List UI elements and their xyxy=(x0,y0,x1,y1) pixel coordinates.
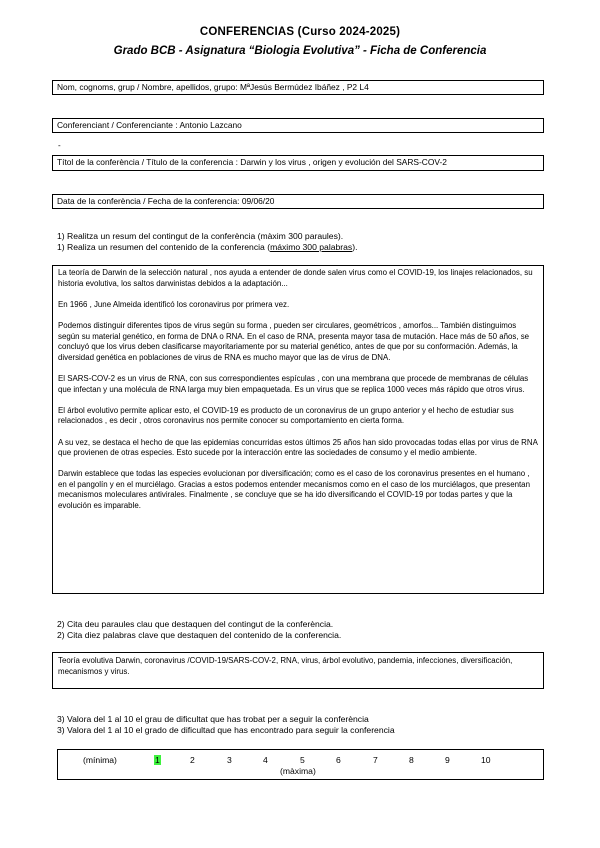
summary-paragraph: La teoría de Darwin de la selección natural , nos ayuda a entender de donde salen virus como el COVID-19, los linajes relacionados, su historia evolutiva, los saltos darwinistas debidos a la adaptación... xyxy=(58,268,533,288)
summary-box[interactable] xyxy=(52,265,544,594)
summary-paragraph: Darwin establece que todas las especies evolucionan por diversificación; como es el caso de los coronavirus presentes en el humano , en el pangolín y en el murciélago. Gracias a estos podemos entender mecanismos como en el caso de los murciélagos, que presentan mecanismos moleculares antivirales. Finalmente , se concluye que se ha ido diversificando el COVID-19 por todas partes y que la evolución es imparable. xyxy=(58,469,530,511)
name-field[interactable]: Nom, cognoms, grup / Nombre, apellidos, grupo: MªJesús Bermúdez Ibáñez , P2 L4 xyxy=(52,80,544,95)
scale-option[interactable]: 3 xyxy=(227,755,232,765)
conference-title-field[interactable]: Títol de la conferència / Título de la conferencia : Darwin y los virus , origen y evolución del SARS-COV-2 xyxy=(52,155,544,171)
question-2-ca: 2) Cita deu paraules clau que destaquen del contingut de la conferència. xyxy=(57,619,334,629)
scale-option[interactable]: 10 xyxy=(481,755,491,765)
summary-paragraph: Podemos distinguir diferentes tipos de virus según su forma , pueden ser circulares, geométricos , amorfos... También distinguimos según su material genético, en forma de DNA o RNA. En el caso de RNA, presenta mayor tasa de mutación. Hace más de 50 años, se concluyó que los virus deben clasificarse mayoritariamente por su material genético, antes de que por su conformación. Además, la diversidad genética en poblaciones de virus de RNA es mucho mayor que las de virus de DNA. xyxy=(58,320,530,362)
scale-option[interactable]: 6 xyxy=(336,755,341,765)
scale-option[interactable]: 4 xyxy=(263,755,268,765)
scale-option[interactable]: 8 xyxy=(409,755,414,765)
date-field[interactable]: Data de la conferència / Fecha de la conferencia: 09/06/20 xyxy=(52,194,544,209)
page-title: CONFERENCIAS (Curso 2024-2025) xyxy=(199,26,401,38)
question-3-ca: 3) Valora del 1 al 10 el grau de dificultat que has trobat per a seguir la conferència xyxy=(57,714,369,724)
summary-paragraph: En 1966 , June Almeida identificó los coronavirus por primera vez. xyxy=(58,299,290,309)
question-3-es: 3) Valora del 1 al 10 el grado de dificultad que has encontrado para seguir la conferencia xyxy=(57,725,395,735)
scale-option[interactable]: 9 xyxy=(445,755,450,765)
difficulty-scale[interactable] xyxy=(57,749,544,780)
scale-option[interactable]: 7 xyxy=(373,755,378,765)
page-subtitle: Grado BCB - Asignatura “Biologia Evolutiva” - Ficha de Conferencia xyxy=(113,45,487,57)
question-1-ca: 1) Realitza un resum del contingut de la conferència (màxim 300 paraules). xyxy=(57,231,344,241)
summary-paragraph: El SARS-COV-2 es un virus de RNA, con sus correspondientes espículas , con una membrana que procede de membranas de células que infectan y una molécula de RNA larga muy bien empaquetada. Es un virus que se replica 1000 veces más rápido que otros virus. xyxy=(58,373,529,394)
question-2-es: 2) Cita diez palabras clave que destaquen del contenido de la conferencia. xyxy=(57,630,342,640)
summary-paragraph: A su vez, se destaca el hecho de que las epidemias concurridas estos últimos 25 años han sido provocadas todas ellas por virus de RNA que provienen de otras especies. Esto sucede por la interacción entre las sociedades de consumo y el medio ambiente. xyxy=(58,437,538,458)
scale-max-label: (màxima) xyxy=(280,766,316,776)
stray-dash: - xyxy=(58,141,61,150)
question-1-es: 1) Realiza un resumen del contenido de la conferencia (máximo 300 palabras). xyxy=(57,242,358,252)
speaker-field[interactable]: Conferenciant / Conferenciante : Antonio Lazcano xyxy=(52,118,544,133)
scale-option[interactable]: 5 xyxy=(300,755,305,765)
max-words-note: máximo 300 palabras xyxy=(270,242,353,252)
scale-option[interactable] xyxy=(154,755,161,765)
scale-option[interactable]: 2 xyxy=(190,755,195,765)
keywords-box[interactable]: Teoría evolutiva Darwin, coronavirus /COVID-19/SARS-COV-2, RNA, virus, árbol evolutivo, pandemia, infecciones, diversificación, mecanismos y virus. xyxy=(52,652,544,689)
scale-min-label: (mínima) xyxy=(83,755,117,765)
summary-paragraph: El árbol evolutivo permite aplicar esto, el COVID-19 es producto de un coronavirus de un grupo anterior y el hecho de estudiar sus relacionados , es decir , otros coronavirus nos permite conocer su comportamiento en cierta forma. xyxy=(58,405,514,426)
scale-selected-value: 1 xyxy=(155,755,160,765)
